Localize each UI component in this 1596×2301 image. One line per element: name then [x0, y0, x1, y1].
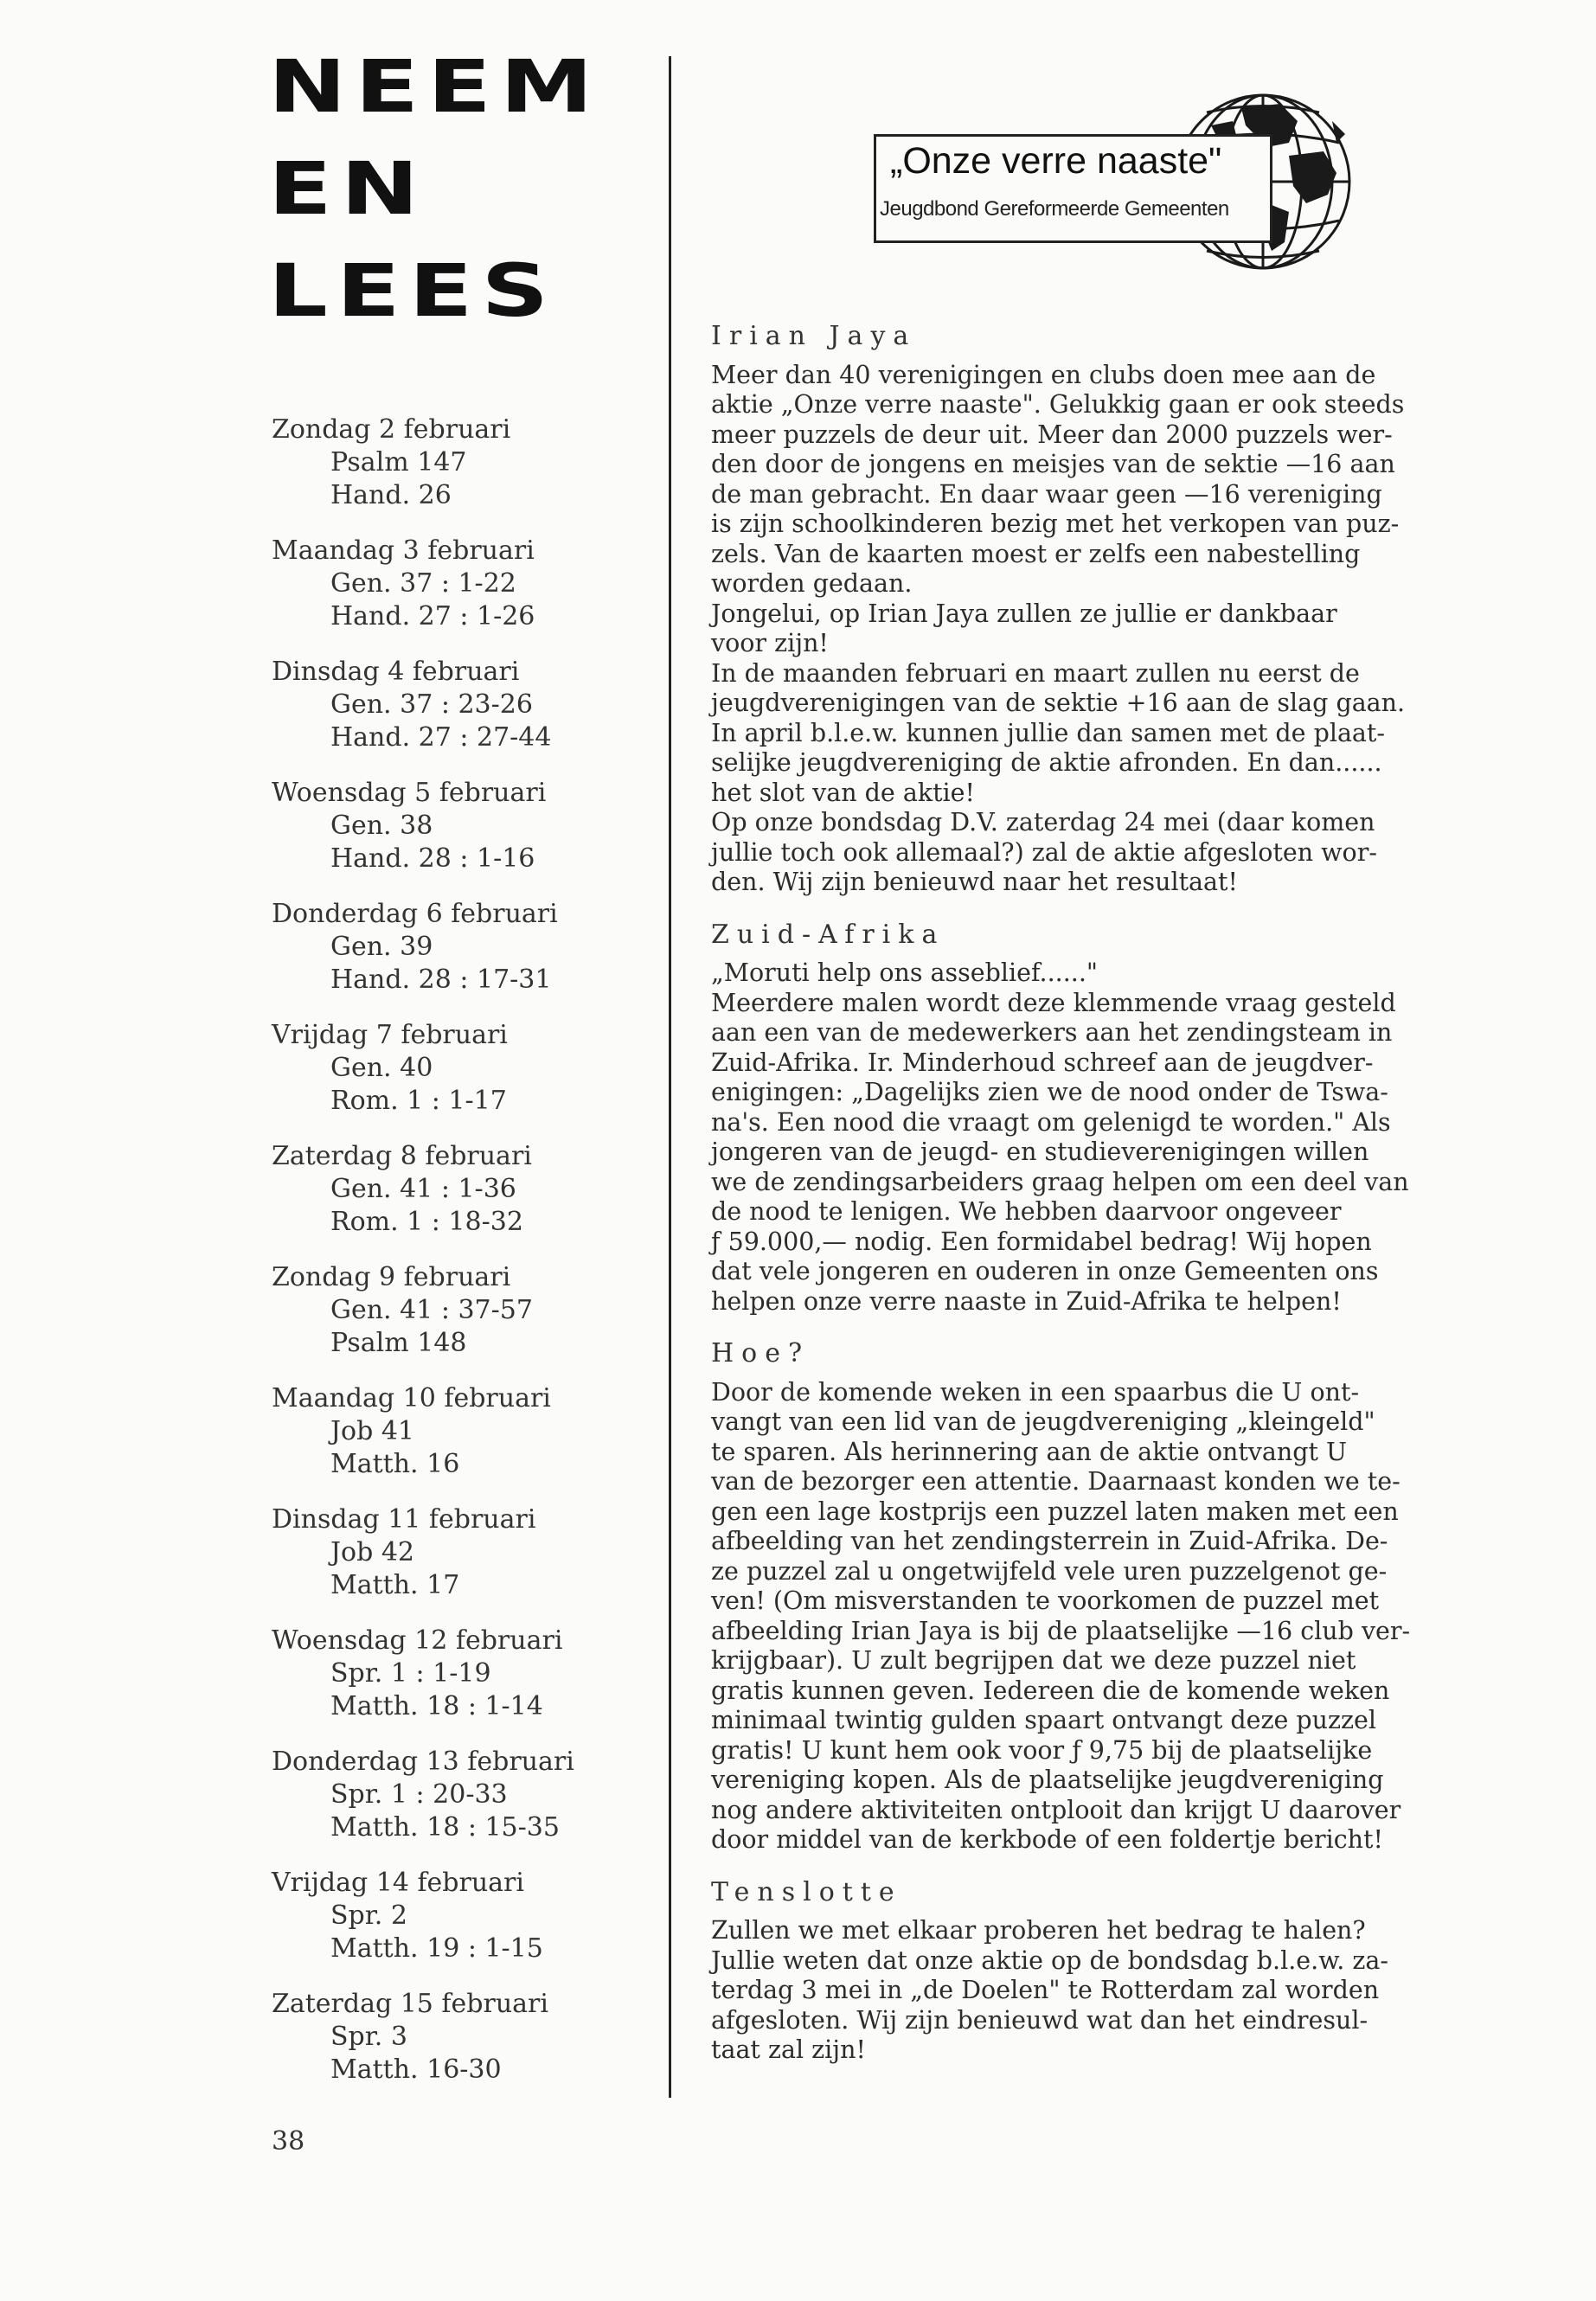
masthead-title	[268, 44, 640, 354]
schedule-reading: Rom. 1 : 18-32	[330, 1207, 523, 1237]
article-line: de nood te lenigen. We hebben daarvoor ongeveer	[711, 1197, 1342, 1226]
schedule-day	[272, 1261, 635, 1360]
article-line: vangt van een lid van de jeugdvereniging „kleingeld"	[711, 1407, 1375, 1436]
article-line: zels. Van de kaarten moest er zelfs een nabestelling	[711, 539, 1361, 568]
article-section	[711, 322, 1472, 898]
article-line: het slot van de aktie!	[711, 778, 975, 807]
article-section	[711, 920, 1472, 1317]
masthead-line-2: EN	[268, 146, 428, 232]
schedule-reading: Rom. 1 : 1-17	[330, 1086, 507, 1116]
article-line: door middel van de kerkbode of een foldertje bericht!	[711, 1825, 1383, 1854]
article-line: den. Wij zijn benieuwd naar het resultaat!	[711, 868, 1238, 896]
column-divider	[669, 56, 671, 2098]
article-line: afbeelding van het zendingsterrein in Zuid-Afrika. De-	[711, 1527, 1388, 1555]
article-line: In de maanden februari en maart zullen nu eerst de	[711, 658, 1360, 688]
article-line: gen een lage kostprijs een puzzel laten maken met een	[711, 1497, 1399, 1526]
schedule-reading: Spr. 2	[330, 1900, 407, 1931]
schedule-day-title: Vrijdag 14 februari	[272, 1868, 524, 1898]
article-line: minimaal twintig gulden spaart ontvangt deze puzzel	[711, 1706, 1377, 1734]
section-heading: Hoe?	[711, 1338, 811, 1368]
schedule-reading: Gen. 37 : 1-22	[330, 568, 516, 599]
article-line: jullie toch ook allemaal?) zal de aktie afgesloten wor-	[711, 837, 1377, 867]
schedule-day-title: Maandag 3 februari	[272, 535, 535, 566]
schedule-day	[272, 1503, 635, 1602]
article-line: vereniging kopen. Als de plaatselijke jeugdvereniging	[711, 1766, 1384, 1794]
article-line: Meer dan 40 verenigingen en clubs doen mee aan de	[711, 360, 1376, 389]
article-line: ven! (Om misverstanden te voorkomen de puzzel met	[711, 1586, 1380, 1615]
schedule-day	[272, 777, 635, 875]
article-line: Zuid-Afrika. Ir. Minderhoud schreef aan de jeugdver-	[711, 1048, 1374, 1077]
article-line: aan een van de medewerkers aan het zendingsteam in	[711, 1018, 1393, 1047]
schedule-day	[272, 1382, 635, 1481]
logo-subtitle: Jeugdbond Gereformeerde Gemeenten	[880, 197, 1229, 221]
schedule-reading: Hand. 28 : 17-31	[330, 965, 552, 995]
section-heading: Irian Jaya	[711, 321, 917, 351]
logo-label-box	[874, 134, 1272, 243]
schedule-day	[272, 1019, 635, 1118]
schedule-day-title: Zondag 9 februari	[272, 1262, 511, 1292]
article-line: worden gedaan.	[711, 569, 913, 598]
schedule-reading: Gen. 37 : 23-26	[330, 689, 533, 720]
article-line: ƒ 59.000,— nodig. Een formidabel bedrag! Wij hopen	[711, 1227, 1372, 1256]
article-line: we de zendingsarbeiders graag helpen om een deel van	[711, 1167, 1409, 1196]
masthead-line-1: NEEM	[268, 44, 602, 130]
schedule-reading: Spr. 1 : 1-19	[330, 1658, 491, 1689]
schedule-reading: Hand. 27 : 1-26	[330, 601, 535, 631]
schedule-day-title: Zaterdag 15 februari	[272, 1989, 548, 2019]
schedule-day	[272, 1867, 635, 1965]
schedule-day-title: Zaterdag 8 februari	[272, 1141, 532, 1171]
schedule-reading: Gen. 39	[330, 932, 433, 962]
article-line: afbeelding Irian Jaya is bij de plaatselijke —16 club ver-	[711, 1616, 1411, 1645]
schedule-reading: Matth. 17	[330, 1570, 460, 1600]
article-line: dat vele jongeren en ouderen in onze Gemeenten ons	[711, 1257, 1379, 1285]
schedule-reading: Psalm 148	[330, 1328, 467, 1358]
section-heading: Tenslotte	[711, 1876, 902, 1907]
article-line: ze puzzel zal u ongetwijfeld vele uren puzzelgenot ge-	[711, 1556, 1388, 1586]
schedule-reading: Gen. 38	[330, 811, 433, 841]
schedule-day	[272, 535, 635, 633]
schedule-reading: Matth. 16-30	[330, 2054, 502, 2085]
article-line: te sparen. Als herinnering aan de aktie ontvangt U	[711, 1437, 1348, 1466]
masthead-line-3: LEES	[268, 248, 558, 334]
schedule-reading: Gen. 40	[330, 1053, 433, 1083]
article-line: meer puzzels de deur uit. Meer dan 2000 puzzels wer-	[711, 420, 1393, 449]
article-line: jeugdverenigingen van de sektie +16 aan de slag gaan.	[711, 689, 1406, 717]
article-line: Jongelui, op Irian Jaya zullen ze jullie er dankbaar	[711, 599, 1337, 628]
schedule-reading: Spr. 3	[330, 2022, 407, 2052]
article-line: aktie „Onze verre naaste". Gelukkig gaan er ook steeds	[711, 390, 1405, 419]
article-line: den door de jongens en meisjes van de sektie —16 aan	[711, 450, 1395, 478]
article-line: is zijn schoolkinderen bezig met het verkopen van puz-	[711, 510, 1400, 538]
article-line: afgesloten. Wij zijn benieuwd wat dan het eindresul-	[711, 2005, 1368, 2035]
article-line: van de bezorger een attentie. Daarnaast konden we te-	[711, 1467, 1401, 1496]
schedule-reading: Job 42	[330, 1537, 415, 1567]
article-line: Meerdere malen wordt deze klemmende vraag gesteld	[711, 988, 1396, 1017]
schedule-day-title: Vrijdag 7 februari	[272, 1020, 508, 1050]
article-line: gratis! U kunt hem ook voor ƒ 9,75 bij de plaatselijke	[711, 1735, 1373, 1765]
schedule-day	[272, 898, 635, 997]
article-section	[711, 1339, 1472, 1856]
article-body	[711, 322, 1472, 2088]
schedule-reading: Matth. 18 : 1-14	[330, 1691, 543, 1721]
article-line: terdag 3 mei in „de Doelen" te Rotterdam zal worden	[711, 1976, 1380, 2004]
schedule-day-title: Woensdag 12 februari	[272, 1625, 563, 1656]
article-line: In april b.l.e.w. kunnen jullie dan samen met de plaat-	[711, 718, 1386, 747]
article-section	[711, 1878, 1472, 2066]
onze-verre-naaste-logo	[874, 74, 1358, 290]
article-line: jongeren van de jeugd- en studieverenigingen willen	[711, 1138, 1369, 1166]
schedule-day	[272, 413, 635, 512]
page-number: 38	[272, 2126, 305, 2157]
schedule-reading: Matth. 18 : 15-35	[330, 1812, 560, 1843]
article-line: nog andere aktiviteiten ontplooit dan krijgt U daarover	[711, 1795, 1401, 1824]
schedule-reading: Matth. 16	[330, 1449, 460, 1479]
reading-schedule	[272, 413, 635, 2109]
schedule-reading: Matth. 19 : 1-15	[330, 1933, 543, 1964]
schedule-day-title: Dinsdag 11 februari	[272, 1504, 536, 1535]
article-line: taat zal zijn!	[711, 2035, 866, 2064]
article-line: na's. Een nood die vraagt om gelenigd te worden." Als	[711, 1107, 1391, 1137]
article-line: de man gebracht. En daar waar geen —16 vereniging	[711, 479, 1382, 509]
schedule-day-title: Dinsdag 4 februari	[272, 657, 520, 687]
article-line: krijgbaar). U zult begrijpen dat we deze puzzel niet	[711, 1646, 1356, 1675]
article-line: gratis kunnen geven. Iedereen die de komende weken	[711, 1676, 1390, 1705]
section-heading: Zuid-Afrika	[711, 919, 945, 950]
article-line: Zullen we met elkaar proberen het bedrag te halen?	[711, 1916, 1366, 1945]
article-line: „Moruti help ons asseblief......"	[711, 958, 1098, 987]
schedule-day	[272, 1140, 635, 1239]
schedule-reading: Gen. 41 : 1-36	[330, 1174, 516, 1204]
article-line: voor zijn!	[711, 629, 829, 657]
logo-title: „Onze verre naaste"	[890, 140, 1222, 182]
schedule-day-title: Maandag 10 februari	[272, 1383, 551, 1413]
schedule-reading: Spr. 1 : 20-33	[330, 1779, 508, 1810]
article-line: enigingen: „Dagelijks zien we de nood onder de Tswa-	[711, 1078, 1388, 1106]
article-line: selijke jeugdvereniging de aktie afronden. En dan......	[711, 748, 1382, 777]
schedule-reading: Hand. 28 : 1-16	[330, 843, 535, 874]
article-line: helpen onze verre naaste in Zuid-Afrika te helpen!	[711, 1286, 1342, 1316]
schedule-reading: Job 41	[330, 1416, 415, 1446]
schedule-day-title: Donderdag 6 februari	[272, 899, 558, 929]
schedule-day	[272, 1988, 635, 2086]
schedule-day-title: Zondag 2 februari	[272, 414, 511, 445]
schedule-reading: Psalm 147	[330, 447, 467, 478]
schedule-reading: Hand. 27 : 27-44	[330, 722, 552, 753]
article-line: Door de komende weken in een spaarbus die U ont-	[711, 1377, 1360, 1407]
schedule-day	[272, 1625, 635, 1723]
schedule-day	[272, 1746, 635, 1844]
schedule-reading: Hand. 26	[330, 480, 452, 510]
article-line: Op onze bondsdag D.V. zaterdag 24 mei (daar komen	[711, 808, 1375, 836]
article-line: Jullie weten dat onze aktie op de bondsdag b.l.e.w. za-	[711, 1945, 1388, 1975]
schedule-day-title: Woensdag 5 februari	[272, 778, 547, 808]
schedule-reading: Gen. 41 : 37-57	[330, 1295, 533, 1325]
schedule-day-title: Donderdag 13 februari	[272, 1747, 574, 1777]
schedule-day	[272, 656, 635, 754]
